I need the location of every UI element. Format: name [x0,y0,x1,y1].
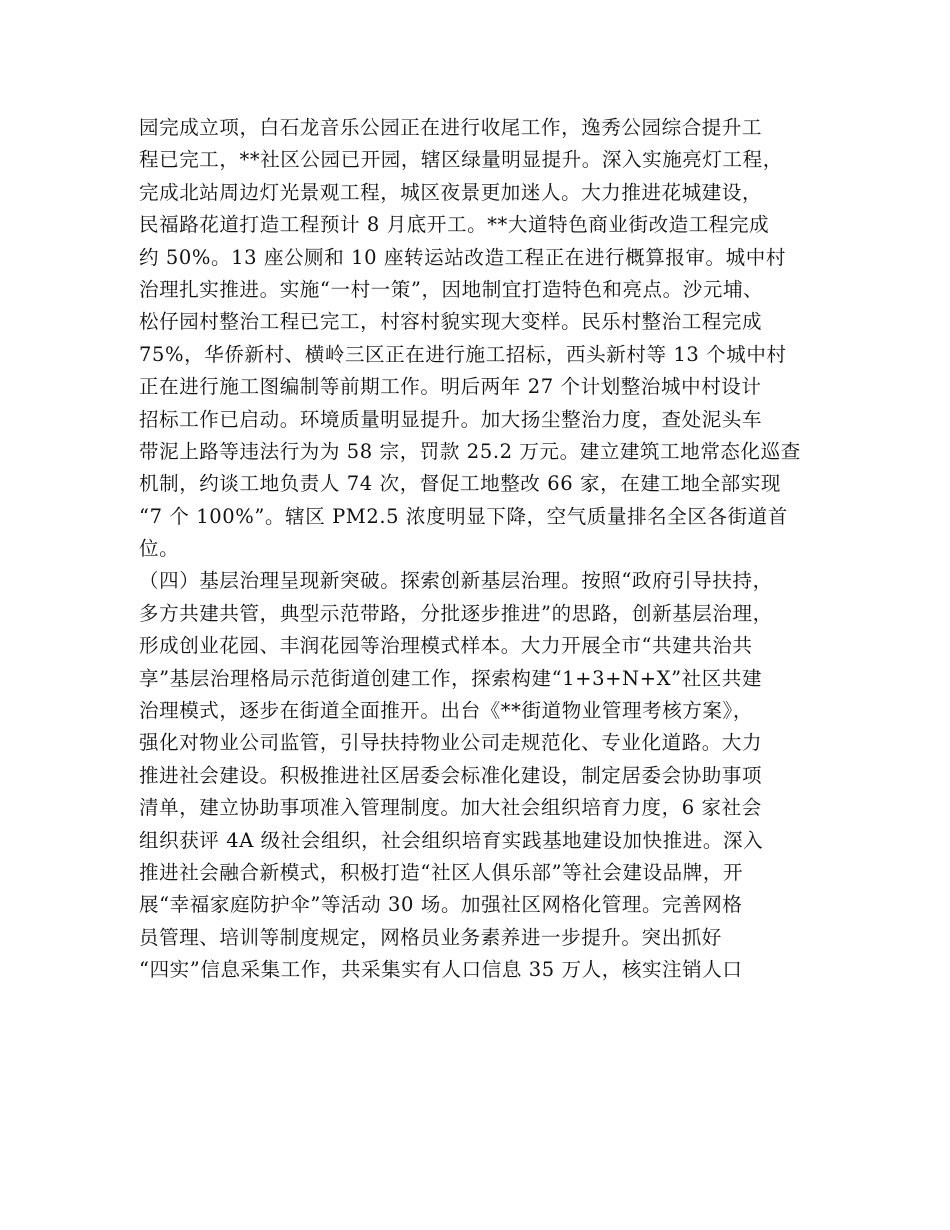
text-line: 形成创业花园、丰润花园等治理模式样本。大力开展全市“共建共治共 [139,634,753,658]
text-line: 正在进行施工图编制等前期工作。明后两年 27 个计划整治城中村设计 [139,375,762,399]
text-line: 享”基层治理格局示范街道创建工作，探索构建“1+3+N+X”社区共建 [139,666,763,690]
text-line: “7 个 100%”。辖区 PM2.5 浓度明显下降，空气质量排名全区各街道首 [139,504,788,528]
text-line: 推进社会融合新模式，积极打造“社区人俱乐部”等社会建设品牌，开 [139,860,744,884]
text-line: 程已完工，**社区公园已开园，辖区绿量明显提升。深入实施亮灯工程， [139,148,783,172]
text-line: 多方共建共管，典型示范带路，分批逐步推进”的思路，创新基层治理， [139,601,773,625]
text-line: 带泥上路等违法行为为 58 宗，罚款 25.2 万元。建立建筑工地常态化巡查 [139,439,801,463]
text-line: 机制，约谈工地负责人 74 次，督促工地整改 66 家，在建工地全部实现 [139,472,782,496]
text-line: 招标工作已启动。环境质量明显提升。加大扬尘整治力度，查处泥头车 [139,407,763,431]
text-line: 75%，华侨新村、横岭三区正在进行施工招标，西头新村等 13 个城中村 [139,342,787,366]
text-line: 完成北站周边灯光景观工程，城区夜景更加迷人。大力推进花城建设， [139,180,763,204]
section-heading-line: （四）基层治理呈现新突破。探索创新基层治理。按照“政府引导扶持， [139,569,773,593]
text-line: 清单，建立协助事项准入管理制度。加大社会组织培育力度，6 家社会 [139,796,762,820]
text-line: “四实”信息采集工作，共采集实有人口信息 35 万人，核实注销人口 [139,958,743,982]
text-line: 组织获评 4A 级社会组织，社会组织培育实践基地建设加快推进。深入 [139,828,764,852]
text-line: 强化对物业公司监管，引导扶持物业公司走规范化、专业化道路。大力 [139,731,763,755]
text-line: 约 50%。13 座公厕和 10 座转运站改造工程正在进行概算报审。城中村 [139,245,786,269]
text-line: 展“幸福家庭防护伞”等活动 30 场。加强社区网格化管理。完善网格 [139,893,743,917]
text-line: 员管理、培训等制度规定，网格员业务素养进一步提升。突出抓好 [139,925,722,949]
text-line: 治理模式，逐步在街道全面推开。出台《**街道物业管理考核方案》， [139,699,753,723]
body-text [139,112,829,987]
text-line: 推进社会建设。积极推进社区居委会标准化建设，制定居委会协助事项 [139,763,763,787]
text-line: 位。 [139,537,180,561]
text-line: 治理扎实推进。实施“一村一策”，因地制宜打造特色和亮点。沙元埔、 [139,277,764,301]
text-line: 民福路花道打造工程预计 8 月底开工。**大道特色商业街改造工程完成 [139,213,770,237]
text-line: 园完成立项，白石龙音乐公园正在进行收尾工作，逸秀公园综合提升工 [139,116,763,139]
text-line: 松仔园村整治工程已完工，村容村貌实现大变样。民乐村整治工程完成 [139,310,763,334]
